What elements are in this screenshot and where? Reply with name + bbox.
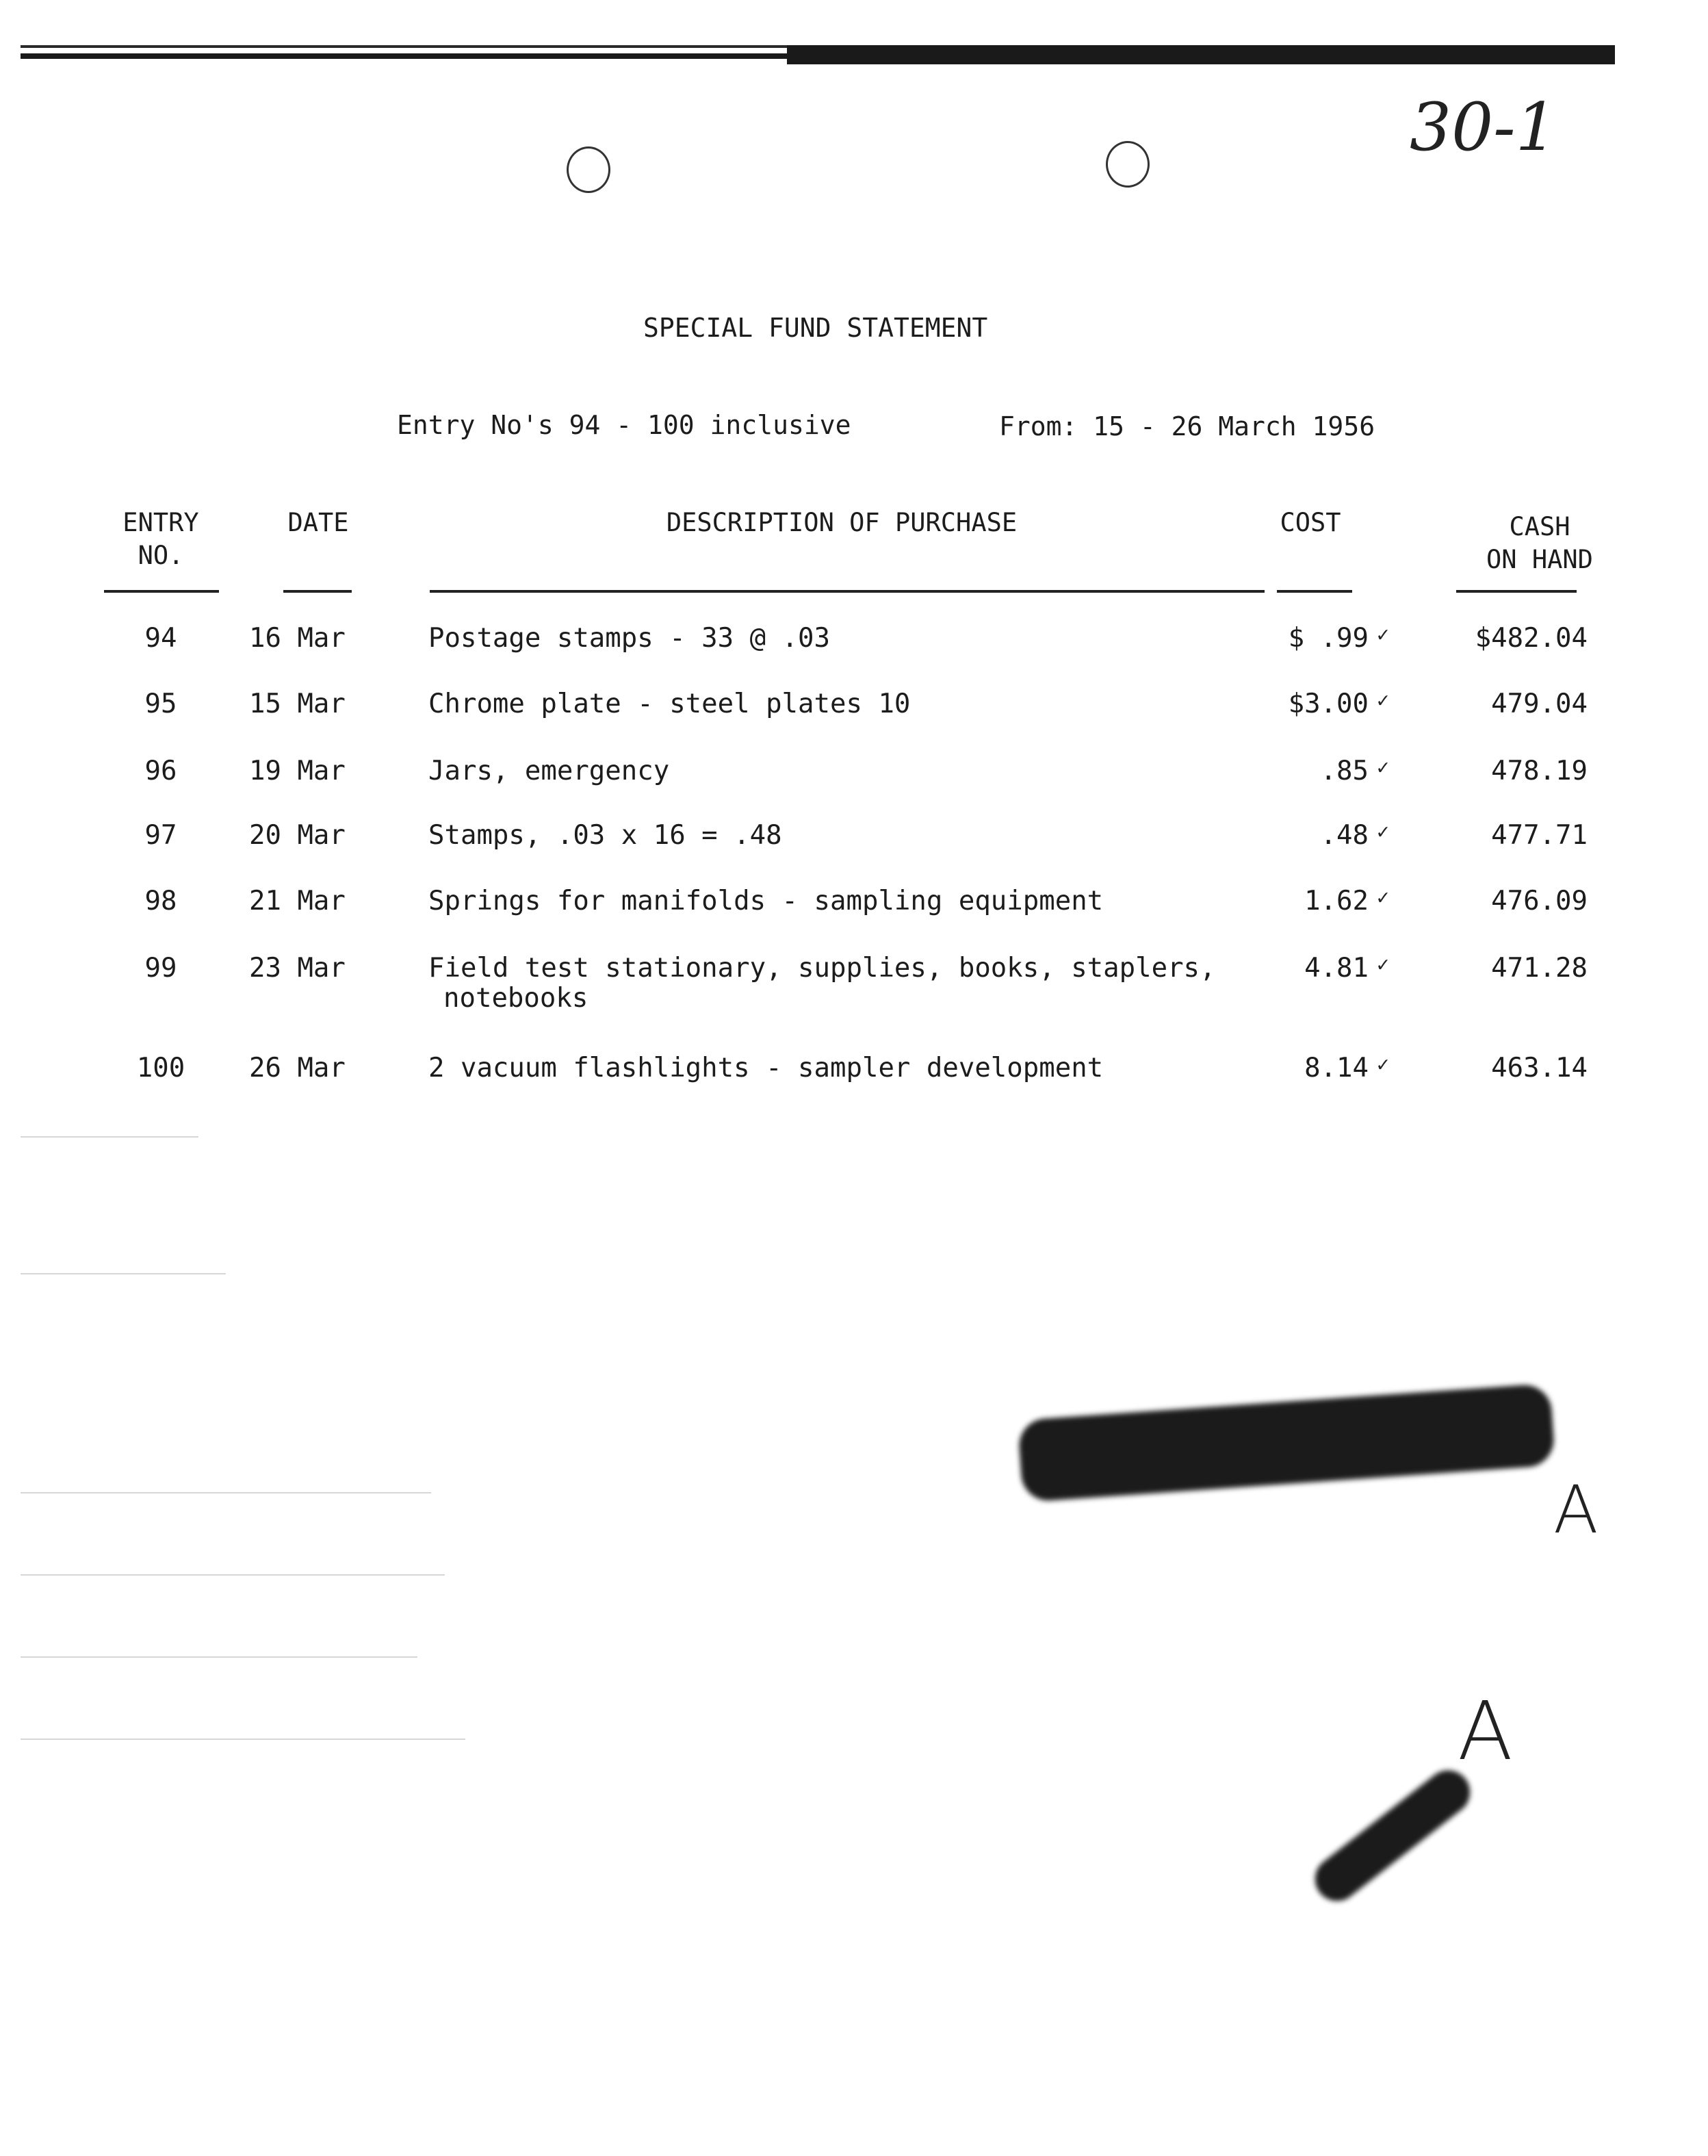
table-row [0,689,1708,757]
check-mark-icon: ✓ [1377,1053,1390,1077]
bleed-through-line [21,1574,445,1576]
row-date: 26 Mar [249,1053,346,1083]
bleed-through-line [21,1136,198,1138]
row-cash-on-hand: 463.14 [1491,1053,1588,1083]
check-mark-icon: ✓ [1377,623,1390,647]
row-entry-no: 95 [144,689,177,719]
row-cash-on-hand: 476.09 [1491,886,1588,916]
header-rule-entry [104,590,219,593]
row-cost: 8.14 [1304,1053,1369,1083]
row-description: 2 vacuum flashlights - sampler development [428,1053,1104,1083]
header-rule-cost [1277,590,1352,593]
table-row [0,886,1708,954]
row-entry-no: 99 [144,953,177,984]
header-rule-cash [1456,590,1577,593]
row-date: 20 Mar [249,820,346,851]
check-mark-icon: ✓ [1377,689,1390,713]
table-row [0,820,1708,888]
handwritten-page-number: 30-1 [1410,89,1557,166]
redaction-smudge [1306,1762,1479,1910]
header-entry-line1: ENTRY [122,508,199,537]
row-description: Stamps, .03 x 16 = .48 [428,820,782,851]
row-description: Jars, emergency [428,756,670,786]
header-rule-date [283,590,352,593]
statement-title: SPECIAL FUND STATEMENT [643,313,988,343]
row-cash-on-hand: 471.28 [1491,953,1588,984]
entry-range: Entry No's 94 - 100 inclusive [397,410,851,440]
row-date: 23 Mar [249,953,346,984]
row-description-continued: notebooks [443,983,588,1014]
header-entry-line2: NO. [138,541,184,570]
header-cash-line2: ON HAND [1486,545,1593,574]
check-mark-icon: ✓ [1377,820,1390,844]
bleed-through-line [21,1273,226,1274]
row-entry-no: 98 [144,886,177,916]
header-rule-description [430,590,1265,593]
header-entry-no [103,506,219,572]
row-cash-on-hand: 478.19 [1491,756,1588,786]
row-cost: 4.81 [1304,953,1369,984]
check-mark-icon: ✓ [1377,953,1390,977]
row-description: Field test stationary, supplies, books, staplers, [428,953,1216,984]
row-date: 19 Mar [249,756,346,786]
statement-period: From: 15 - 26 March 1956 [999,411,1375,441]
header-cash-line1: CASH [1509,512,1570,541]
row-cash-on-hand: $482.04 [1475,623,1588,654]
handwritten-letter-a: A [1458,1684,1513,1778]
table-row [0,953,1708,1021]
row-cost: $3.00 [1288,689,1369,719]
row-description: Postage stamps - 33 @ .03 [428,623,830,654]
row-date: 16 Mar [249,623,346,654]
row-date: 21 Mar [249,886,346,916]
table-row [0,1053,1708,1121]
bleed-through-line [21,1492,431,1493]
row-cost: .48 [1320,820,1369,851]
header-date: DATE [287,508,349,537]
header-description: DESCRIPTION OF PURCHASE [666,508,1018,537]
row-cost: 1.62 [1304,886,1369,916]
handwritten-letter-a: A [1553,1472,1599,1548]
row-cash-on-hand: 479.04 [1491,689,1588,719]
table-row [0,756,1708,824]
row-cost: .85 [1320,756,1369,786]
punch-hole-right [1106,141,1150,188]
row-entry-no: 100 [136,1053,185,1083]
row-date: 15 Mar [249,689,346,719]
header-cost: COST [1280,508,1341,537]
check-mark-icon: ✓ [1377,756,1390,780]
redaction-smudge [1018,1383,1555,1502]
row-entry-no: 97 [144,820,177,851]
header-cash-on-hand [1451,511,1629,576]
row-description: Chrome plate - steel plates 10 [428,689,911,719]
row-description: Springs for manifolds - sampling equipment [428,886,1104,916]
punch-hole-left [567,146,610,193]
check-mark-icon: ✓ [1377,886,1390,910]
top-border-heavy [787,45,1615,64]
row-entry-no: 94 [144,623,177,654]
bleed-through-line [21,1738,465,1740]
row-cash-on-hand: 477.71 [1491,820,1588,851]
row-cost: $ .99 [1288,623,1369,654]
row-entry-no: 96 [144,756,177,786]
table-row [0,623,1708,691]
bleed-through-line [21,1656,417,1658]
